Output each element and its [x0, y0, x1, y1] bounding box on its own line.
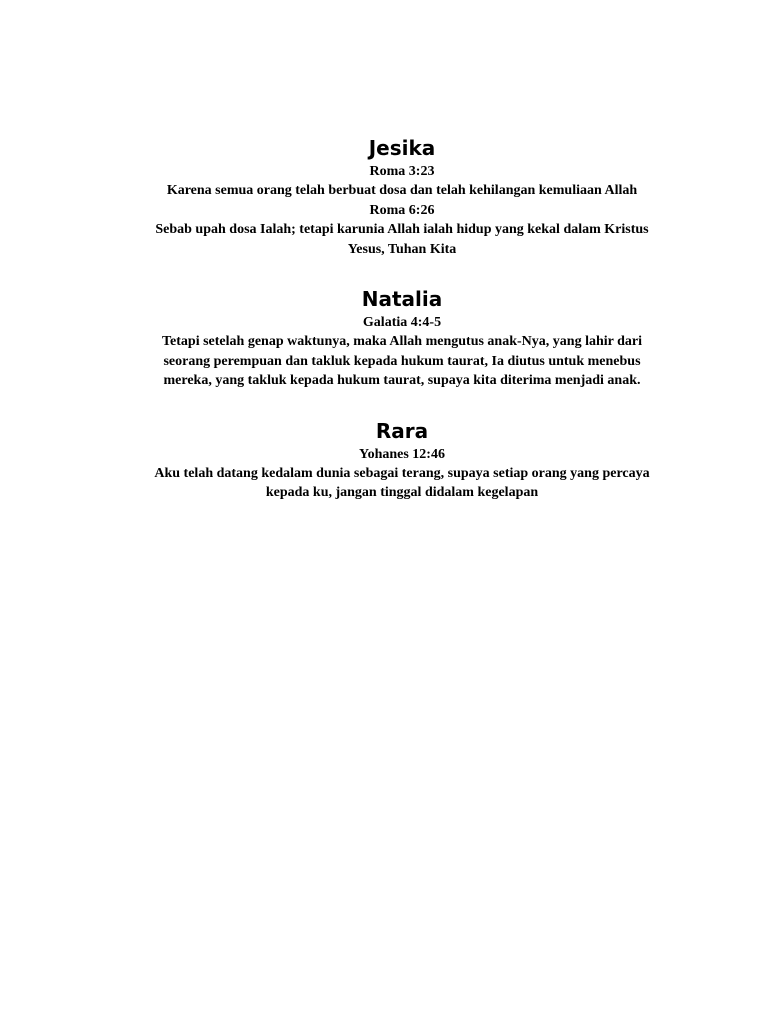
section-jesika — [144, 134, 660, 259]
verse-reference: Roma 3:23 — [369, 164, 435, 179]
verse-text: Karena semua orang telah berbuat dosa dan telah kehilangan kemuliaan Allah — [166, 183, 638, 199]
section-natalia — [144, 285, 660, 391]
verse-text: Sebab upah dosa Ialah; tetapi karunia Allah ialah hidup yang kekal dalam Kristus Yesus, Tuhan Kita — [155, 222, 649, 257]
verse-reference: Galatia 4:4-5 — [362, 315, 442, 331]
section-heading: Jesika — [368, 136, 436, 160]
verse-reference: Yohanes 12:46 — [359, 446, 445, 462]
section-heading: Natalia — [361, 287, 443, 312]
section-heading: Rara — [375, 418, 429, 443]
verse-reference: Roma 6:26 — [369, 202, 435, 218]
section-rara — [144, 417, 660, 503]
verse-text: Tetapi setelah genap waktunya, maka Allah mengutus anak-Nya, yang lahir dari seorang perempuan dan takluk kepada hukum taurat, Ia diutus untuk menebus mereka, yang takluk kepada hukum taurat, supaya kita diterima menjadi anak. — [162, 334, 642, 389]
verse-text: Aku telah datang kedalam dunia sebagai terang, supaya setiap orang yang percaya kepada ku, jangan tinggal didalam kegelapan — [154, 466, 650, 501]
document-page — [144, 134, 660, 503]
